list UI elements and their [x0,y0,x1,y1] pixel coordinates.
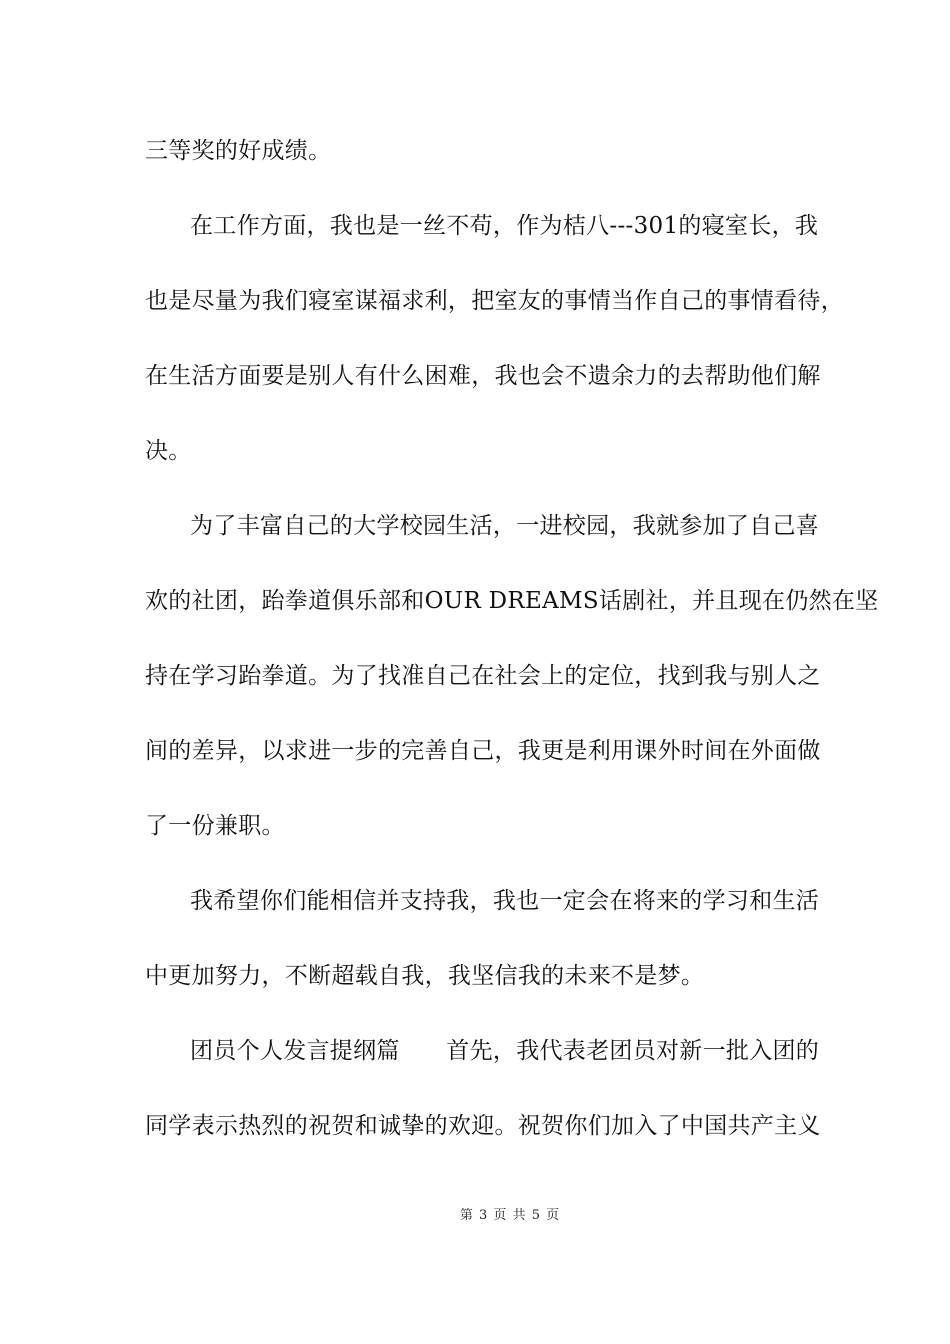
text-line: 我希望你们能相信并支持我，我也一定会在将来的学习和生活 [190,888,820,914]
text-line: 团员个人发言提纲篇 首先，我代表老团员对新一批入团的 [190,1038,820,1064]
text-line: 也是尽量为我们寝室谋福求利，把室友的事情当作自己的事情看待， [145,288,844,314]
text-line: 了一份兼职。 [145,813,285,839]
text-line: 间的差异，以求进一步的完善自己，我更是利用课外时间在外面做 [145,738,821,764]
text-line: 决。 [145,438,192,464]
text-line: 在生活方面要是别人有什么困难，我也会不遗余力的去帮助他们解 [145,363,821,389]
text-line: 同学表示热烈的祝贺和诚挚的欢迎。祝贺你们加入了中国共产主义 [145,1113,821,1139]
text-line: 在工作方面，我也是一丝不苟，作为桔八---301的寝室长，我 [190,213,819,239]
text-line: 三等奖的好成绩。 [145,138,332,164]
text-line: 为了丰富自己的大学校园生活，一进校园，我就参加了自己喜 [190,513,820,539]
text-line: 中更加努力，不断超载自我，我坚信我的未来不是梦。 [145,963,705,989]
page-number: 第 3 页 共 5 页 [459,1208,561,1223]
text-line: 持在学习跆拳道。为了找准自己在社会上的定位，找到我与别人之 [145,663,821,689]
text-line: 欢的社团，跆拳道俱乐部和OUR DREAMS话剧社，并且现在仍然在坚 [145,588,879,614]
